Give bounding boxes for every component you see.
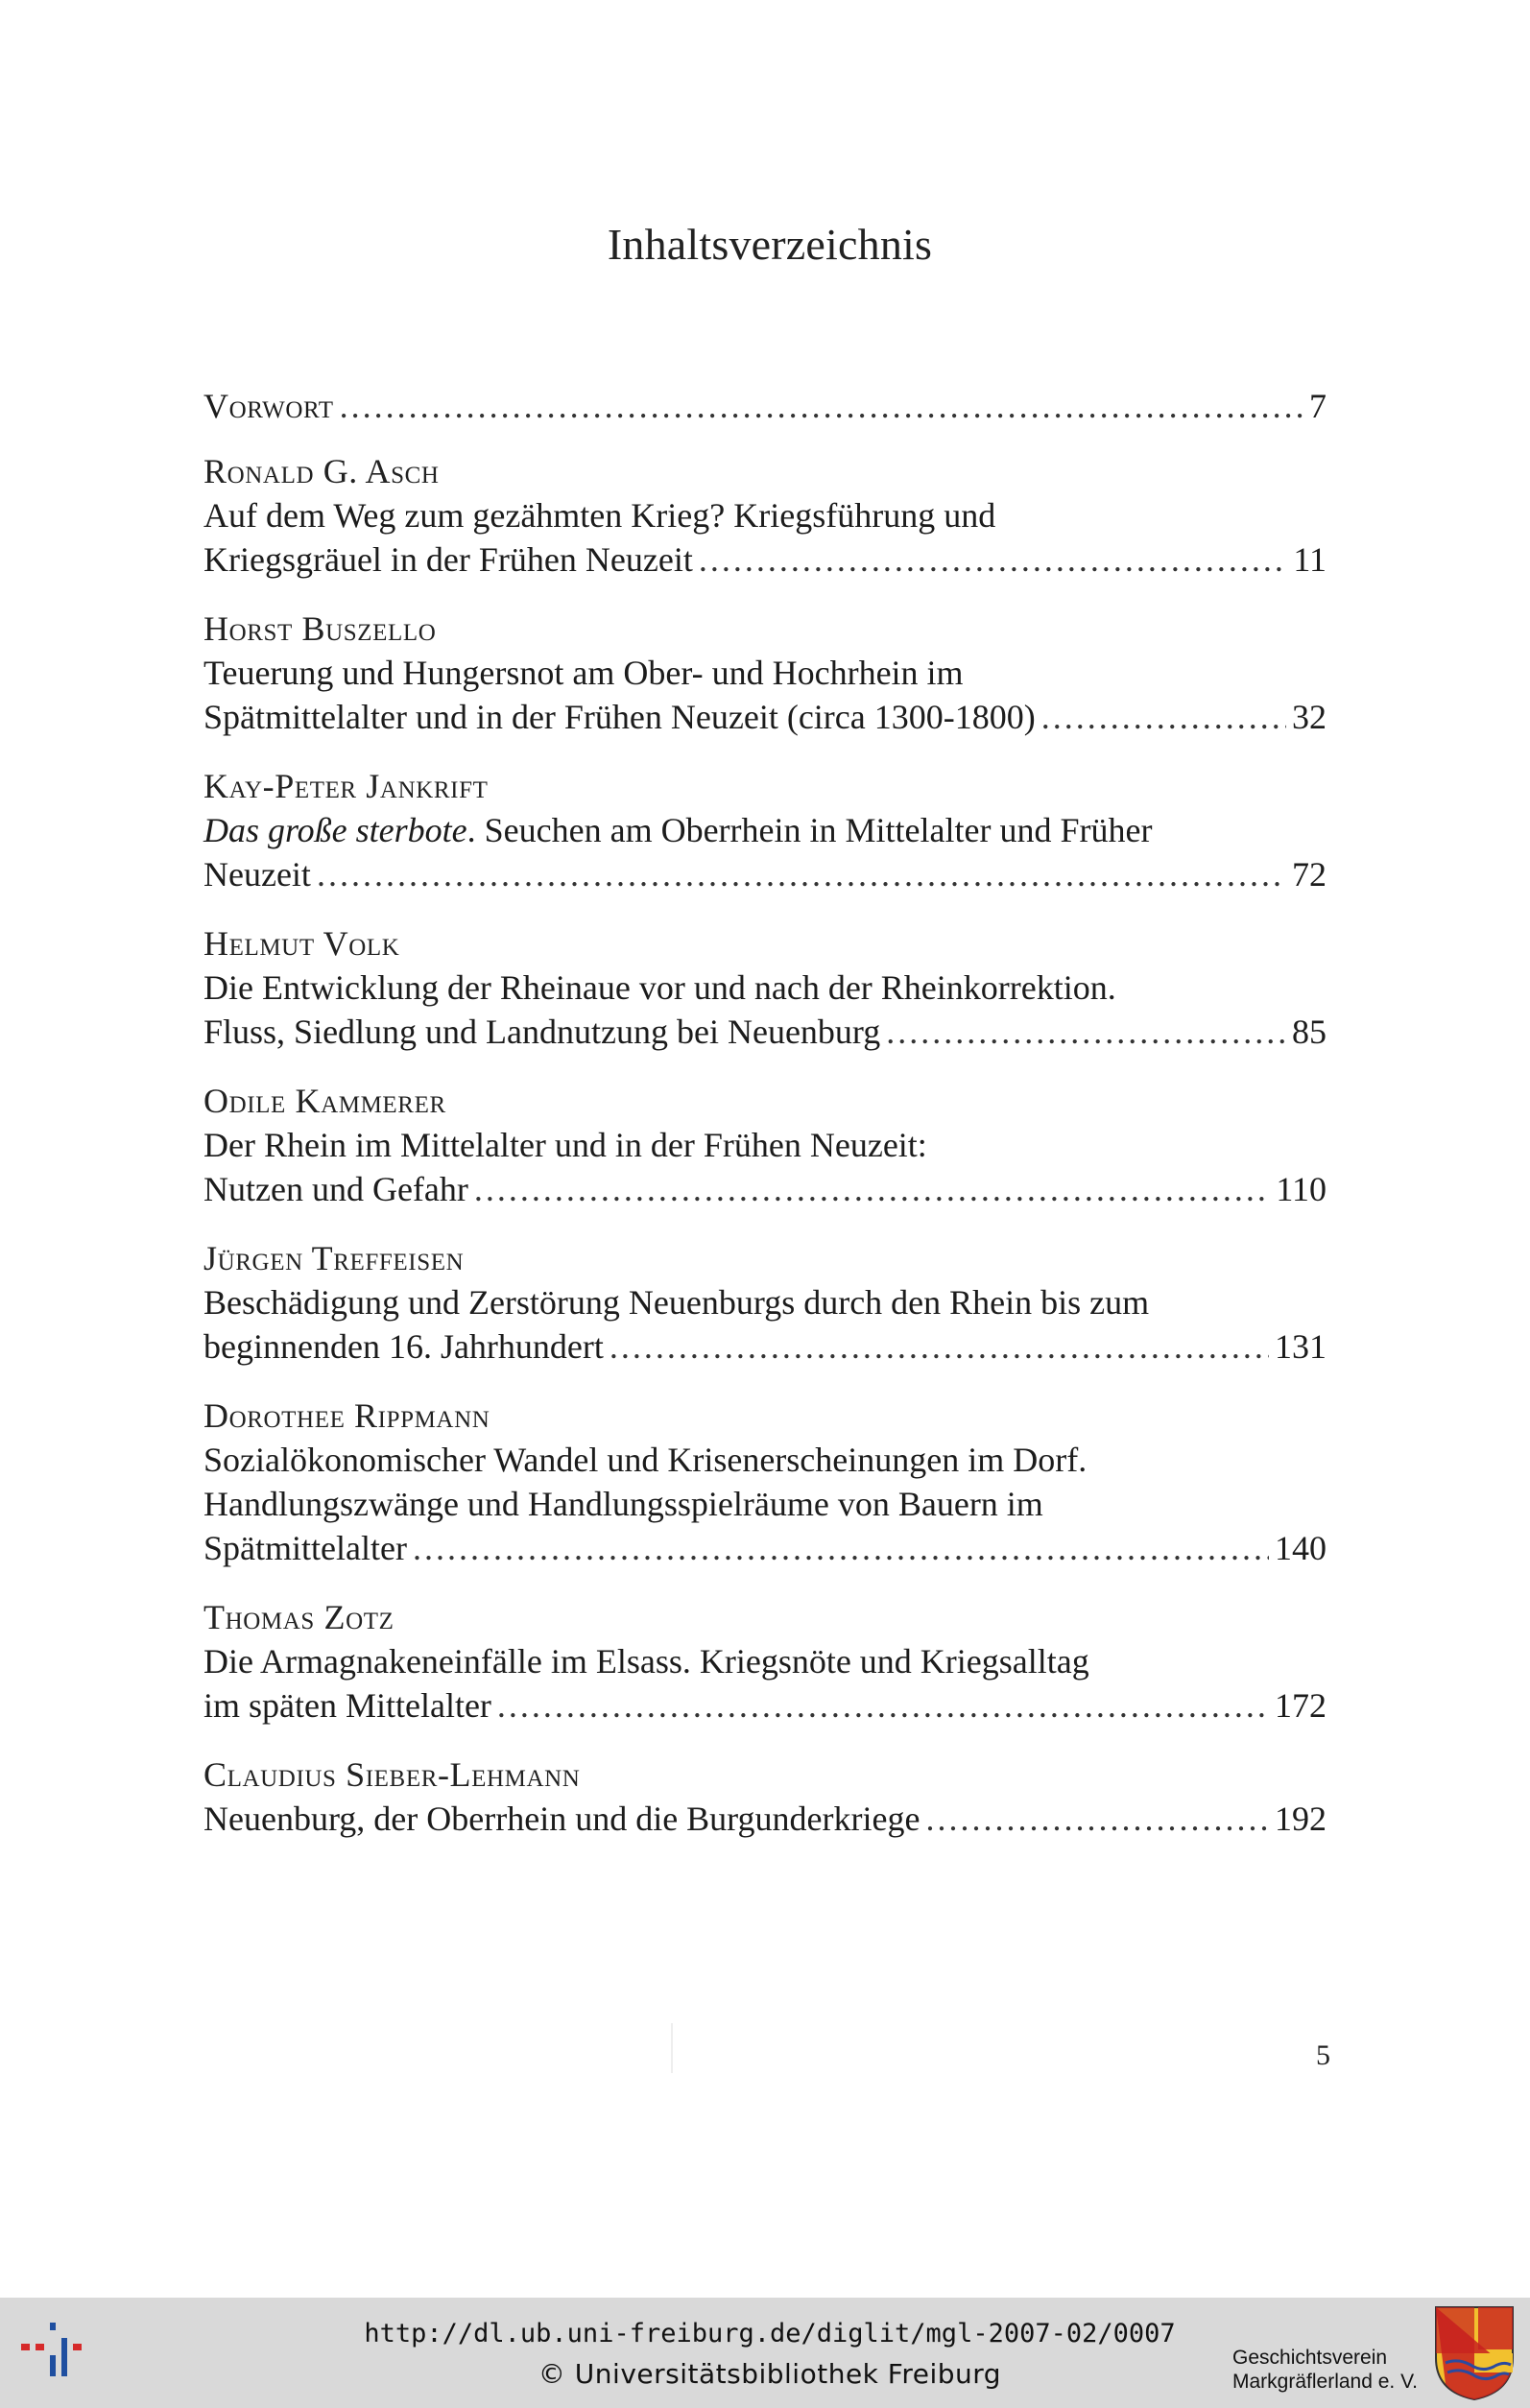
society-name-line-1: Geschichtsverein: [1232, 2347, 1388, 2369]
toc-author: Jürgen Treffeisen: [203, 1239, 465, 1277]
toc-title-line: Nutzen und Gefahr: [203, 1170, 468, 1208]
toc-title-line: Fluss, Siedlung und Landnutzung bei Neuenburg: [203, 1013, 881, 1051]
footer-copyright: © Universitätsbibliothek Freiburg: [538, 2358, 1002, 2390]
toc-title-last-line: [203, 1526, 1327, 1570]
dot-leader: [699, 537, 1288, 582]
coat-of-arms-icon: [1434, 2305, 1515, 2401]
toc-title-line: Die Armagnakeneinfälle im Elsass. Kriegsnöte und Kriegsalltag: [203, 1642, 1089, 1681]
toc-entry[interactable]: [203, 764, 1327, 896]
dot-leader: [413, 1526, 1269, 1570]
toc-author: Horst Buszello: [203, 609, 437, 648]
dot-leader: [317, 852, 1286, 896]
dot-leader: [886, 1010, 1286, 1054]
toc-title-line: Spätmittelalter: [203, 1529, 407, 1567]
toc-author: Thomas Zotz: [203, 1598, 394, 1636]
toc-title-last-line: [203, 1010, 1327, 1054]
society-name-line-2: Markgräflerland e. V.: [1232, 2371, 1418, 2393]
toc-page-number: 72: [1292, 855, 1327, 894]
toc-title-line: Neuzeit: [203, 855, 311, 894]
toc-entry-vorwort[interactable]: [203, 384, 1327, 428]
toc-title-line: Der Rhein im Mittelalter und in der Frühen Neuzeit:: [203, 1126, 927, 1164]
toc-author: Claudius Sieber-Lehmann: [203, 1755, 581, 1794]
dot-leader: [1041, 695, 1286, 739]
toc-title-line: beginnenden 16. Jahrhundert: [203, 1327, 604, 1366]
page-number: 5: [1316, 2039, 1330, 2071]
toc-author: Ronald G. Asch: [203, 452, 440, 490]
toc-title-line: Beschädigung und Zerstörung Neuenburgs durch den Rhein bis zum: [203, 1283, 1150, 1322]
toc-page-number: 172: [1275, 1686, 1327, 1725]
toc-page-number: 131: [1275, 1327, 1327, 1366]
toc-entry[interactable]: [203, 1079, 1327, 1211]
toc-title-line: im späten Mittelalter: [203, 1686, 491, 1725]
toc-entry[interactable]: [203, 921, 1327, 1054]
dot-leader: [497, 1683, 1269, 1728]
footer-url-link[interactable]: http://dl.ub.uni-freiburg.de/diglit/mgl-2007-02/0007: [364, 2319, 1176, 2348]
toc-author: Helmut Volk: [203, 924, 400, 963]
toc-entry[interactable]: [203, 449, 1327, 582]
toc-entry[interactable]: [203, 1595, 1327, 1728]
toc-page-number: 110: [1276, 1170, 1327, 1208]
gutter-mark: [671, 2023, 673, 2073]
toc-entry[interactable]: [203, 1236, 1327, 1369]
toc-title-line: Die Entwicklung der Rheinaue vor und nach der Rheinkorrektion.: [203, 968, 1116, 1007]
toc-entries: [203, 449, 1327, 1841]
toc-page-number: 32: [1292, 698, 1327, 736]
toc-title-line: [203, 808, 1327, 852]
toc-title-line: Sozialökonomischer Wandel und Krisenerscheinungen im Dorf.: [203, 1441, 1088, 1479]
toc-title-last-line: [203, 1324, 1327, 1369]
toc-entry[interactable]: [203, 607, 1327, 739]
society-name: [1232, 2346, 1418, 2394]
toc-title-last-line: [203, 852, 1327, 896]
dot-leader: [340, 384, 1303, 428]
toc-page-number: 192: [1275, 1800, 1327, 1838]
toc-title-line: Spätmittelalter und in der Frühen Neuzeit (circa 1300-1800): [203, 698, 1036, 736]
table-of-contents: [203, 384, 1327, 1866]
dot-leader: [925, 1797, 1269, 1841]
toc-title-line: Teuerung und Hungersnot am Ober- und Hochrhein im: [203, 654, 964, 692]
dot-leader: [610, 1324, 1269, 1369]
toc-page-number: 85: [1292, 1013, 1327, 1051]
toc-title-last-line: [203, 695, 1327, 739]
toc-title-line: Neuenburg, der Oberrhein und die Burgunderkriege: [203, 1800, 920, 1838]
toc-page-number: 7: [1309, 387, 1327, 425]
dot-leader: [474, 1167, 1270, 1211]
toc-author: Kay-Peter Jankrift: [203, 767, 489, 805]
toc-entry-title: Vorwort: [203, 387, 334, 425]
toc-page-number: 11: [1293, 540, 1327, 579]
toc-title-line: Handlungszwänge und Handlungsspielräume von Bauern im: [203, 1485, 1043, 1523]
toc-title-line: Auf dem Weg zum gezähmten Krieg? Kriegsführung und: [203, 496, 996, 535]
toc-entry[interactable]: [203, 1394, 1327, 1570]
toc-title-last-line: [203, 537, 1327, 582]
toc-title-last-line: [203, 1797, 1327, 1841]
toc-author: Dorothee Rippmann: [203, 1396, 490, 1435]
page-title: Inhaltsverzeichnis: [607, 220, 933, 269]
toc-title-italic: Das große sterbote: [203, 811, 467, 849]
footer-bar: [0, 2298, 1530, 2408]
toc-author: Odile Kammerer: [203, 1082, 446, 1120]
toc-title-text: . Seuchen am Oberrhein in Mittelalter und Früher: [466, 811, 1153, 849]
toc-page-number: 140: [1275, 1529, 1327, 1567]
toc-title-line: Kriegsgräuel in der Frühen Neuzeit: [203, 540, 693, 579]
toc-title-last-line: [203, 1167, 1327, 1211]
toc-title-last-line: [203, 1683, 1327, 1728]
toc-entry[interactable]: [203, 1752, 1327, 1841]
